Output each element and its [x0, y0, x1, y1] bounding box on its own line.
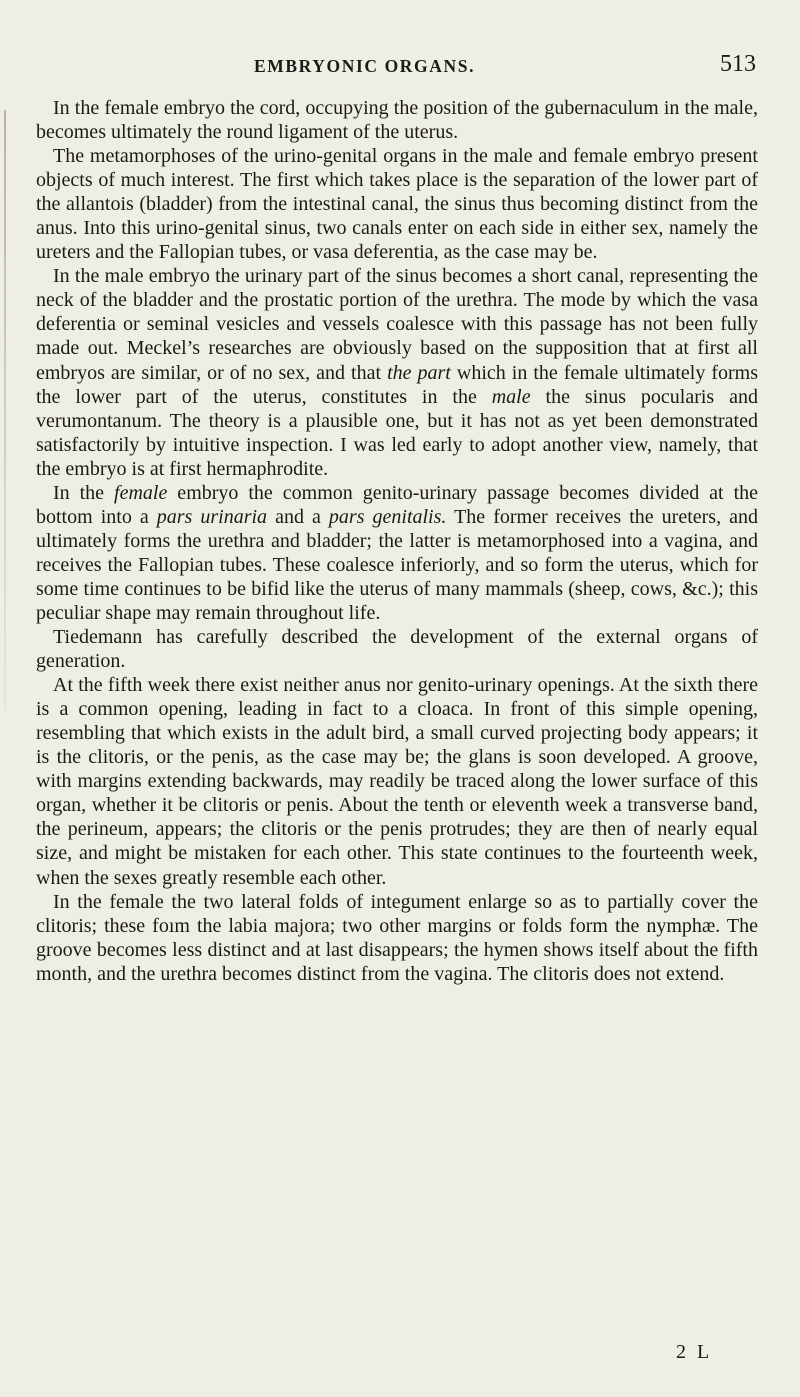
paragraph [36, 481, 758, 625]
italic-term: pars genitalis. [328, 505, 447, 528]
italic-term: pars urinaria [156, 505, 268, 528]
text-run: At the fifth week there exist neither anus nor genito-urinary openings. At the sixth there is a common opening, leading in fact to a cloaca. In front of this simple opening, resembling that which exists in the adult bird, a small curved projecting body appears; it is the clitoris, or the penis, as the case may be; the glans is soon developed. A groove, with margins extending backwards, may readily be traced along the lower surface of this organ, whether it be clitoris or penis. About the tenth or eleventh week a transverse band, the perineum, appears; the clitoris or the penis protrudes; they are then of nearly equal size, and might be mistaken for each other. This state continues to the fourteenth week, when the sexes greatly resemble each other. [36, 674, 758, 889]
text-run: the sinus pocularis and verumontanum. The theory is a plausible one, but it has not as yet been demonstrated satisfactorily by intuitive inspection. I was led early to adopt another view, namely, that the embryo is at first hermaphrodite. [36, 385, 758, 480]
text-run: In the female the two lateral folds of integument enlarge so as to partially cover the clitoris; these foım the labia majora; two other margins or folds form the nymphæ. The groove becomes less distinct and at last disappears; the hymen shows itself about the fifth month, and the urethra becomes distinct from the vagina. The clitoris does not extend. [36, 890, 758, 985]
text-run: Tiedemann has carefully described the development of the external organs of generation. [36, 626, 758, 673]
text-run: The former receives the ureters, and ultimately forms the urethra and bladder; the latter is metamorphosed into a vagina, and receives the Fallopian tubes. These coalesce inferiorly, and so form the uterus, which for some time continues to be bifid like the uterus of many mammals (sheep, cows, &c.); this peculiar shape may remain throughout life. [36, 505, 758, 624]
text-run: embryo the common genito-urinary passage becomes divided at the bottom into a [36, 481, 758, 528]
paragraph [36, 96, 758, 144]
signature-mark: 2 L [676, 1341, 713, 1363]
text-run: In the female embryo the cord, occupying the position of the gubernaculum in the male, becomes ultimately the round ligament of the uterus. [36, 97, 758, 144]
body-text [36, 96, 758, 986]
text-run: In the male embryo the urinary part of the sinus becomes a short canal, representing the neck of the bladder and the prostatic portion of the urethra. The mode by which the vasa deferentia or seminal vesicles and vessels coalesce with this passage has not been fully made out. Meckel’s researches are obviously based on the supposition that at first all embryos are similar, or of no sex, and that [36, 265, 758, 384]
paragraph [36, 890, 758, 986]
text-run: which in the female ultimately forms the lower part of the uterus, constitutes in the [36, 361, 758, 408]
running-head: EMBRYONIC ORGANS. [254, 56, 476, 76]
page-number: 513 [720, 51, 756, 77]
text-run: In the [53, 481, 115, 504]
paragraph [36, 264, 758, 480]
paragraph [36, 144, 758, 264]
italic-term: the part [387, 361, 451, 384]
text-run: and a [267, 505, 329, 528]
paragraph [36, 625, 758, 673]
page-header [254, 50, 756, 82]
page-edge-shadow [4, 110, 6, 710]
italic-term: male [491, 385, 531, 408]
italic-term: female [114, 481, 168, 504]
text-run: The metamorphoses of the urino-genital organs in the male and female embryo present objects of much interest. The first which takes place is the separation of the lower part of the allantois (bladder) from the intestinal canal, the sinus thus becoming distinct from the anus. Into this urino-genital sinus, two canals enter on each side in either sex, namely the ureters and the Fallopian tubes, or vasa deferentia, as the case may be. [36, 145, 758, 264]
paragraph [36, 673, 758, 889]
